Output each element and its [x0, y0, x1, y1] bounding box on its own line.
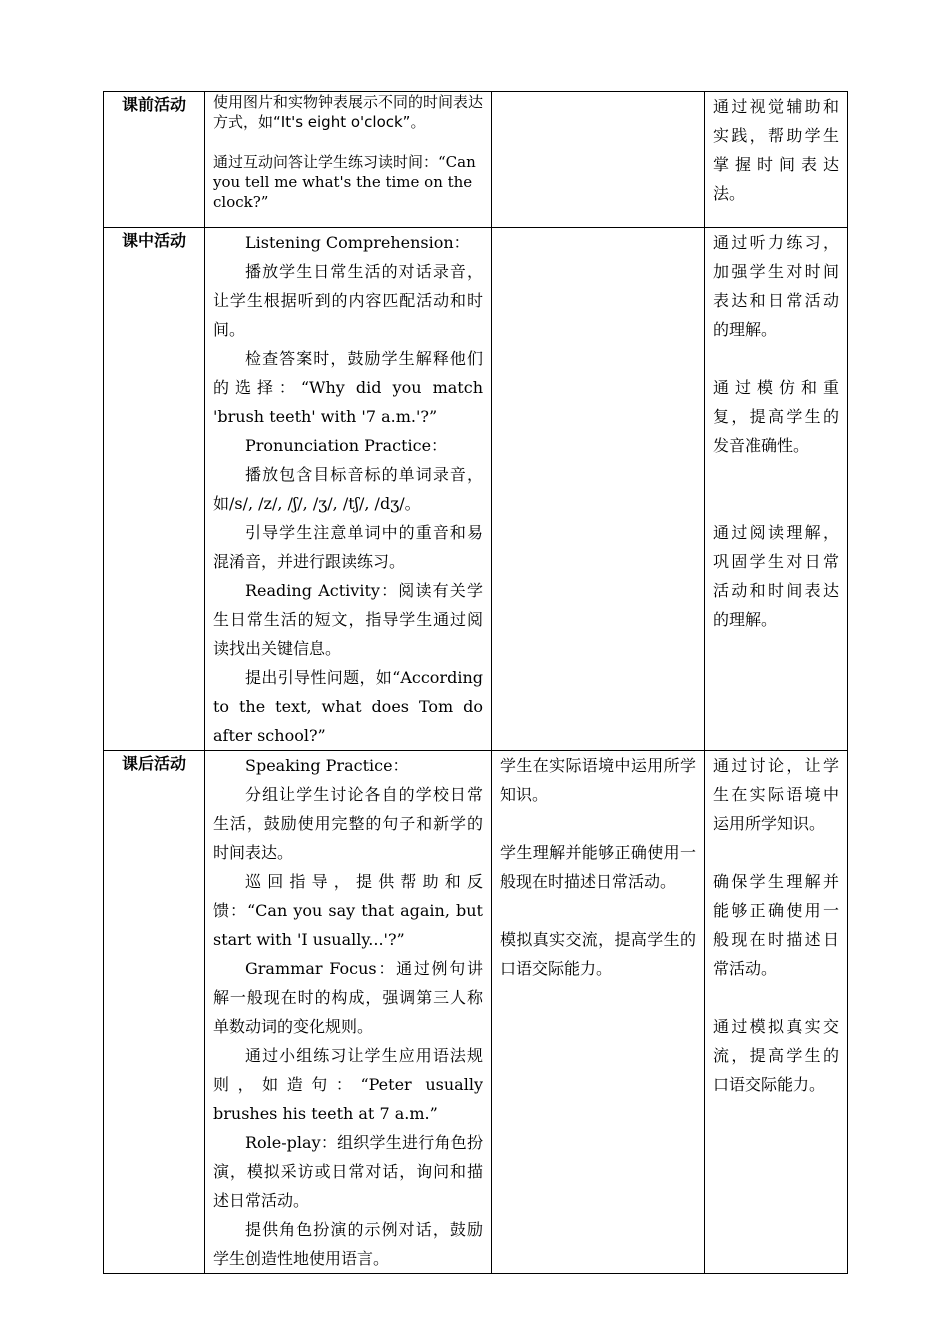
content-cell [205, 751, 492, 1274]
stage-cell: 课中活动 [104, 228, 205, 751]
content-para: Reading Activity：阅读有关学生日常生活的短文，指导学生通过阅读找出关键信息。 [213, 581, 483, 658]
content-para: 播放包含目标音标的单词录音，如/s/, /z/, /ʃ/, /ʒ/, /tʃ/, /dʒ/。 [213, 465, 483, 513]
content-para: 使用图片和实物钟表展示不同的时间表达方式，如“It's eight o'clock”。 [213, 93, 484, 131]
rationale-para: 通过阅读理解，巩固学生对日常活动和时间表达的理解。 [713, 523, 839, 629]
goal-para: 学生在实际语境中运用所学知识。 [500, 756, 696, 804]
content-para: Role-play：组织学生进行角色扮演，模拟采访或日常对话，询问和描述日常活动。 [213, 1133, 483, 1210]
goal-para: 学生理解并能够正确使用一般现在时描述日常活动。 [500, 843, 696, 891]
content-para: Speaking Practice： [245, 756, 409, 775]
content-para: 提供角色扮演的示例对话，鼓励学生创造性地使用语言。 [213, 1220, 483, 1268]
content-para: 通过小组练习让学生应用语法规则，如造句：“Peter usually brushes his teeth at 7 a.m.” [213, 1046, 483, 1123]
content-para: 检查答案时，鼓励学生解释他们的选择：“Why did you match 'brush teeth' with '7 a.m.'?” [213, 349, 483, 426]
content-cell [205, 92, 492, 228]
content-para: 巡回指导，提供帮助和反馈：“Can you say that again, but start with 'I usually...'?” [213, 872, 483, 949]
rationale-para: 通过视觉辅助和实践，帮助学生掌握时间表达法。 [713, 97, 839, 203]
content-para: Listening Comprehension： [245, 233, 470, 252]
content-para: 播放学生日常生活的对话录音，让学生根据听到的内容匹配活动和时间。 [213, 262, 483, 339]
content-para: 分组让学生讨论各自的学校日常生活，鼓励使用完整的句子和新学的时间表达。 [213, 785, 483, 862]
stage-cell: 课前活动 [104, 92, 205, 228]
goal-cell [492, 92, 705, 228]
rationale-para: 通过模仿和重复，提高学生的发音准确性。 [713, 378, 839, 455]
goal-cell [492, 228, 705, 751]
rationale-cell [705, 751, 848, 1274]
rationale-para: 通过听力练习，加强学生对时间表达和日常活动的理解。 [713, 233, 839, 339]
table-row-after-class [104, 751, 848, 1274]
stage-cell: 课后活动 [104, 751, 205, 1274]
lesson-plan-table [103, 91, 848, 1274]
rationale-cell [705, 92, 848, 228]
content-para: 提出引导性问题，如“According to the text, what does Tom do after school?” [213, 668, 483, 745]
rationale-para: 通过模拟真实交流，提高学生的口语交际能力。 [713, 1017, 839, 1094]
table-row-in-class [104, 228, 848, 751]
rationale-cell [705, 228, 848, 751]
content-para: 通过互动问答让学生练习读时间：“Can you tell me what's the time on the clock?” [213, 153, 476, 211]
goal-para: 模拟真实交流，提高学生的口语交际能力。 [500, 930, 696, 978]
content-para: Grammar Focus：通过例句讲解一般现在时的构成，强调第三人称单数动词的变化规则。 [213, 959, 483, 1036]
goal-cell [492, 751, 705, 1274]
table-row-pre-class [104, 92, 848, 228]
rationale-para: 确保学生理解并能够正确使用一般现在时描述日常活动。 [713, 872, 839, 978]
rationale-para: 通过讨论，让学生在实际语境中运用所学知识。 [713, 756, 839, 833]
content-para: 引导学生注意单词中的重音和易混淆音，并进行跟读练习。 [213, 523, 483, 571]
content-cell [205, 228, 492, 751]
content-para: Pronunciation Practice： [245, 436, 448, 455]
